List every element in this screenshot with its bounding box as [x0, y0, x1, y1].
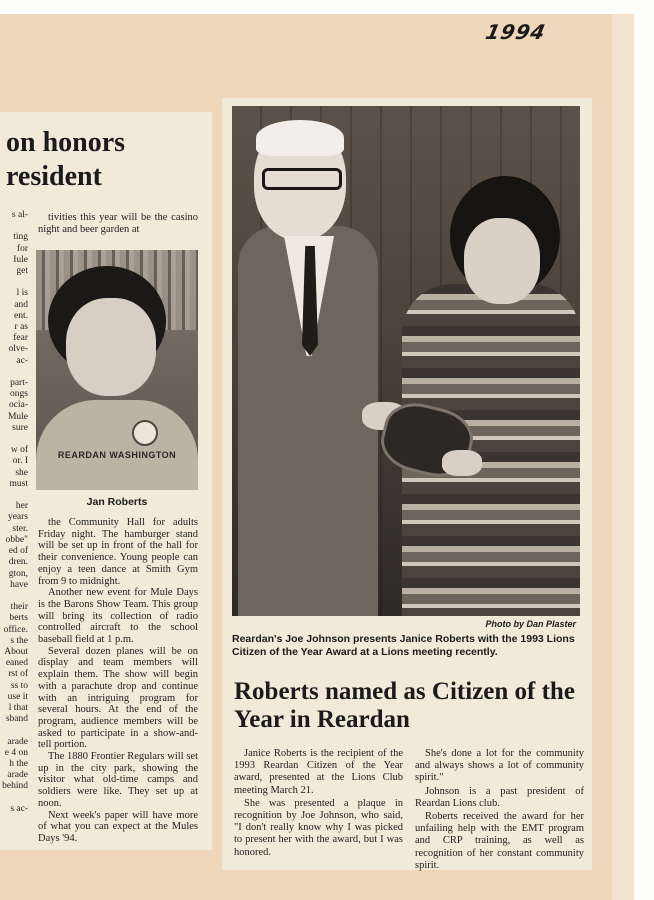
clipped-text-fragment: l is: [16, 288, 28, 299]
clipped-text-fragment: Mule: [7, 411, 28, 422]
clipped-text-fragment: ongs: [10, 389, 28, 400]
clipped-text-fragment: [0, 725, 28, 736]
right-newspaper-clipping: [222, 98, 592, 870]
clipped-text-fragment: she: [15, 467, 28, 478]
clipped-text-column: [0, 210, 28, 815]
left-headline-line-2: resident: [6, 161, 102, 192]
clipped-text-fragment: or. I: [12, 456, 28, 467]
clipped-text-fragment: ac-: [16, 355, 28, 366]
clipped-text-fragment: [0, 591, 28, 602]
clipped-text-fragment: ss to: [10, 680, 28, 691]
clipped-text-fragment: fear: [13, 333, 28, 344]
handwritten-year: 1994: [483, 20, 549, 44]
clipped-text-fragment: w of: [10, 445, 28, 456]
page-edge: [612, 14, 634, 900]
jan-roberts-photo: [36, 250, 198, 490]
left-article-paragraph: the Community Hall for adults Friday night. The hamburger stand will be set up in front of the hall for their convenience. Young people can enjoy a teen dance at Smith Gym from 9 to midnight.: [38, 517, 198, 587]
clipped-text-fragment: Iule: [13, 254, 28, 265]
clipped-text-fragment: office.: [3, 624, 28, 635]
clipped-text-fragment: years: [7, 512, 28, 523]
clipped-text-fragment: olve-: [8, 344, 28, 355]
clipped-text-fragment: rst of: [8, 669, 28, 680]
clipped-text-fragment: ocia-: [9, 400, 28, 411]
clipped-text-fragment: must: [9, 478, 28, 489]
clipped-text-fragment: arade: [7, 770, 28, 781]
left-article-top-paragraph: tivities this year will be the casino night and beer garden at: [38, 212, 198, 236]
right-headline: Roberts named as Citizen of the Year in Reardan: [234, 678, 575, 733]
clipped-text-fragment: sband: [5, 714, 28, 725]
clipped-text-fragment: dren.: [8, 557, 28, 568]
clipped-text-fragment: [0, 277, 28, 288]
badge-pin-icon: [132, 420, 158, 446]
clipped-text-fragment: eaned: [5, 658, 28, 669]
clipped-text-fragment: ster.: [12, 523, 28, 534]
right-article-column-2: [415, 748, 584, 873]
right-article-column-1: [234, 748, 403, 873]
clipped-text-fragment: sure: [12, 422, 28, 433]
clipped-text-fragment: ting: [13, 232, 28, 243]
right-photo-caption: Reardan's Joe Johnson presents Janice Roberts with the 1993 Lions Citizen of the Year Award at a Lions meeting recently.: [232, 633, 575, 658]
clipped-text-fragment: s al-: [11, 210, 28, 220]
right-article-paragraph: Janice Roberts is the recipient of the 1993 Reardan Citizen of the Year award, presented at the Lions Club meeting March 21.: [234, 748, 403, 796]
clipped-text-fragment: get: [16, 266, 28, 277]
clipped-text-fragment: obbe": [5, 534, 28, 545]
clipped-text-fragment: berts: [9, 613, 28, 624]
left-newspaper-clipping: [0, 112, 212, 850]
clipped-text-fragment: gton,: [8, 568, 28, 579]
left-article-paragraph: Next week's paper will have more of what you can expect at the Mules Days '94.: [38, 809, 198, 844]
clipped-text-fragment: have: [10, 579, 28, 590]
clipped-text-fragment: s ac-: [10, 803, 28, 814]
left-article-top-text: [38, 212, 198, 236]
clipped-text-fragment: [0, 434, 28, 445]
clipped-text-fragment: [0, 490, 28, 501]
right-article-paragraph: Roberts received the award for her unfailing help with the EMT program and CRP training, as well as recognition of her constant community spirit.: [415, 811, 584, 871]
clipped-text-fragment: behind: [2, 781, 28, 792]
left-article-paragraph: The 1880 Frontier Regulars will set up in the city park, showing the visitor what old-time camps and soldiers were like. They set up at noon.: [38, 751, 198, 809]
clipped-text-fragment: s the: [10, 635, 28, 646]
clipped-text-fragment: her: [15, 501, 28, 512]
clipped-text-fragment: r as: [14, 322, 28, 333]
left-article-body: [38, 517, 198, 845]
clipped-text-fragment: l that: [8, 702, 28, 713]
left-headline-line-1: on honors: [6, 127, 126, 158]
photo-credit: Photo by Dan Plaster: [485, 619, 576, 629]
clipped-text-fragment: ent.: [14, 310, 28, 321]
clipped-text-fragment: h the: [9, 758, 28, 769]
photo-shirt-text: REARDAN WASHINGTON: [57, 450, 177, 460]
left-headline: [6, 126, 125, 194]
clipped-text-fragment: e 4 on: [4, 747, 28, 758]
right-article-paragraph: Johnson is a past president of Reardan Lions club.: [415, 785, 584, 809]
award-presentation-photo: [232, 106, 580, 616]
clipped-text-fragment: for: [16, 243, 28, 254]
clipped-text-fragment: About: [4, 646, 28, 657]
clipped-text-fragment: part-: [10, 378, 28, 389]
right-article-paragraph: She's done a lot for the community and always shows a lot of community spirit.": [415, 748, 584, 784]
left-article-paragraph: Another new event for Mule Days is the Barons Show Team. This group will bring its collection of radio controlled aircraft to the school baseball field at 1 p.m.: [38, 587, 198, 646]
clipped-text-fragment: their: [10, 602, 28, 613]
clipped-text-fragment: arade: [7, 736, 28, 747]
right-article-body: [234, 748, 584, 873]
clipped-text-fragment: use it: [7, 691, 28, 702]
right-article-paragraph: She was presented a plaque in recognition by Joe Johnson, who said, "I don't really know why I was picked to present her with the award, but I was honored.: [234, 797, 403, 858]
clipped-text-fragment: ed of: [8, 546, 28, 557]
clipped-text-fragment: [0, 793, 28, 804]
clipped-text-fragment: and: [14, 299, 28, 310]
left-photo-caption: Jan Roberts: [86, 496, 148, 508]
clipped-text-fragment: [0, 367, 28, 378]
clipped-text-fragment: [0, 221, 28, 232]
glasses-icon: [262, 168, 342, 190]
left-article-paragraph: Several dozen planes will be on display and team members will explain them. The show will begin with a parachute drop and continue with an intriguing program for several hours. At the end of the program, audience members will be asked to participate in a show-and-tell portion.: [38, 645, 198, 751]
